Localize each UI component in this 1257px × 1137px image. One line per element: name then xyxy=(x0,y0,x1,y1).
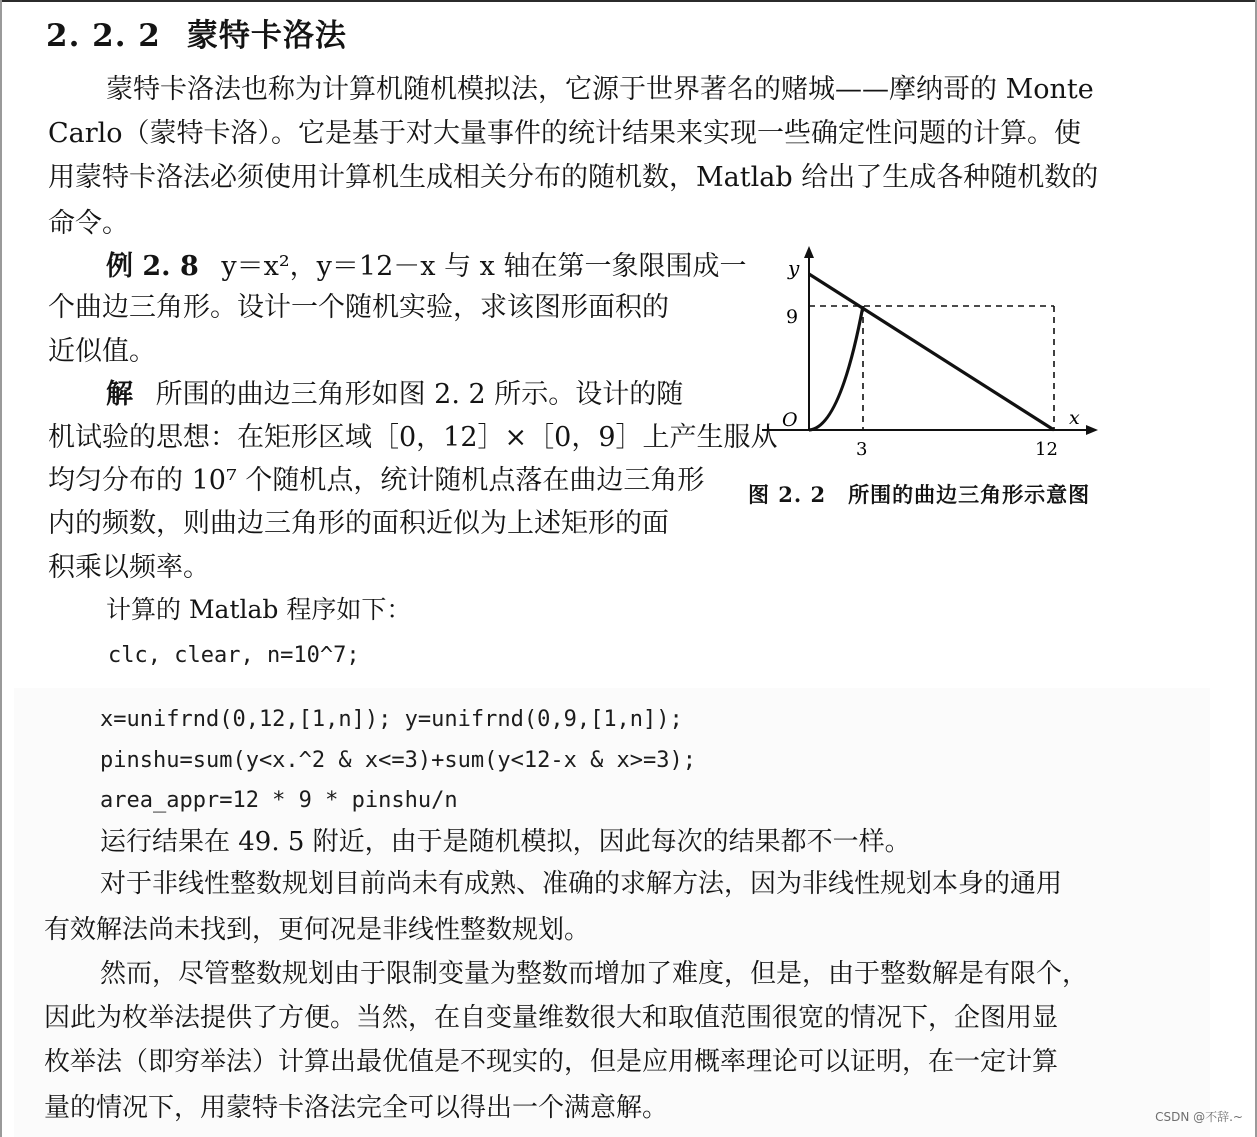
y-axis-arrow xyxy=(804,246,814,258)
example-first-line xyxy=(106,249,747,285)
solution-text: 所围的曲边三角形如图 2. 2 所示。设计的随 xyxy=(155,379,684,410)
cut-off-text-fragment xyxy=(100,1130,430,1137)
solution-label: 解 xyxy=(106,379,133,410)
result-line: 运行结果在 49. 5 附近，由于是随机模拟，因此每次的结果都不一样。 xyxy=(100,827,911,857)
code-line: area_appr=12 * 9 * pinshu/n xyxy=(100,788,458,813)
x-tick-3: 3 xyxy=(856,439,868,460)
section-title: 蒙特卡洛法 xyxy=(186,18,347,54)
paragraph-3-line: 量的情况下，用蒙特卡洛法完全可以得出一个满意解。 xyxy=(44,1093,669,1123)
section-heading xyxy=(46,10,347,55)
intro-line: 蒙特卡洛法也称为计算机随机模拟法，它源于世界著名的赌城——摩纳哥的 Monte xyxy=(106,74,1094,105)
x-tick-12: 12 xyxy=(1035,439,1058,460)
code-line: pinshu=sum(y<x.^2 & x<=3)+sum(y<12-x & x>=3); xyxy=(100,748,697,773)
top-border xyxy=(0,0,1257,2)
x-axis-arrow xyxy=(1086,425,1098,435)
code-line: x=unifrnd(0,12,[1,n]); y=unifrnd(0,9,[1,n]); xyxy=(100,707,683,732)
watermark: CSDN @不辞.~ xyxy=(1155,1110,1243,1124)
paragraph-3-line: 然而，尽管整数规划由于限制变量为整数而增加了难度，但是，由于整数解是有限个， xyxy=(100,959,1089,989)
example-line: 个曲边三角形。设计一个随机实验，求该图形面积的 xyxy=(48,292,669,323)
solution-first-line xyxy=(106,377,683,413)
paragraph-3-line: 因此为枚举法提供了方便。当然，在自变量维数很大和取值范围很宽的情况下，企图用显 xyxy=(44,1003,1059,1033)
example-label: 例 2. 8 xyxy=(106,251,199,282)
intro-line: 命令。 xyxy=(48,208,129,239)
solution-line: 机试验的思想：在矩形区域［0，12］×［0，9］上产生服从 xyxy=(48,422,778,453)
solution-line: 积乘以频率。 xyxy=(48,552,210,583)
code-line: clc, clear, n=10^7; xyxy=(108,643,360,668)
paragraph-2-line: 有效解法尚未找到，更何况是非线性整数规划。 xyxy=(44,915,591,945)
program-intro: 计算的 Matlab 程序如下： xyxy=(106,595,412,624)
paragraph-3-line: 枚举法（即穷举法）计算出最优值是不现实的，但是应用概率理论可以证明，在一定计算 xyxy=(44,1047,1059,1077)
solution-line: 均匀分布的 10⁷ 个随机点，统计随机点落在曲边三角形 xyxy=(48,465,705,496)
intro-line: 用蒙特卡洛法必须使用计算机生成相关分布的随机数，Matlab 给出了生成各种随机数的 xyxy=(48,162,1099,193)
y-axis-label: y xyxy=(788,256,800,280)
paragraph-2-line: 对于非线性整数规划目前尚未有成熟、准确的求解方法，因为非线性规划本身的通用 xyxy=(100,869,1063,899)
parabola-y-x-squared xyxy=(809,306,863,430)
example-text: y＝x²，y＝12－x 与 x 轴在第一象限围成一 xyxy=(221,251,747,282)
origin-label: O xyxy=(782,409,798,431)
solution-line: 内的频数，则曲边三角形的面积近似为上述矩形的面 xyxy=(48,508,669,539)
y-tick-9: 9 xyxy=(786,306,799,328)
section-number: 2. 2. 2 xyxy=(46,18,161,54)
example-line: 近似值。 xyxy=(48,336,156,367)
line-y-12-minus-x xyxy=(809,274,1054,430)
intro-line: Carlo（蒙特卡洛）。它是基于对大量事件的统计结果来实现一些确定性问题的计算。使 xyxy=(48,118,1082,149)
figure-caption: 图 2. 2 所围的曲边三角形示意图 xyxy=(748,482,1091,507)
left-border xyxy=(0,0,2,1137)
x-axis-label: x xyxy=(1069,407,1080,429)
